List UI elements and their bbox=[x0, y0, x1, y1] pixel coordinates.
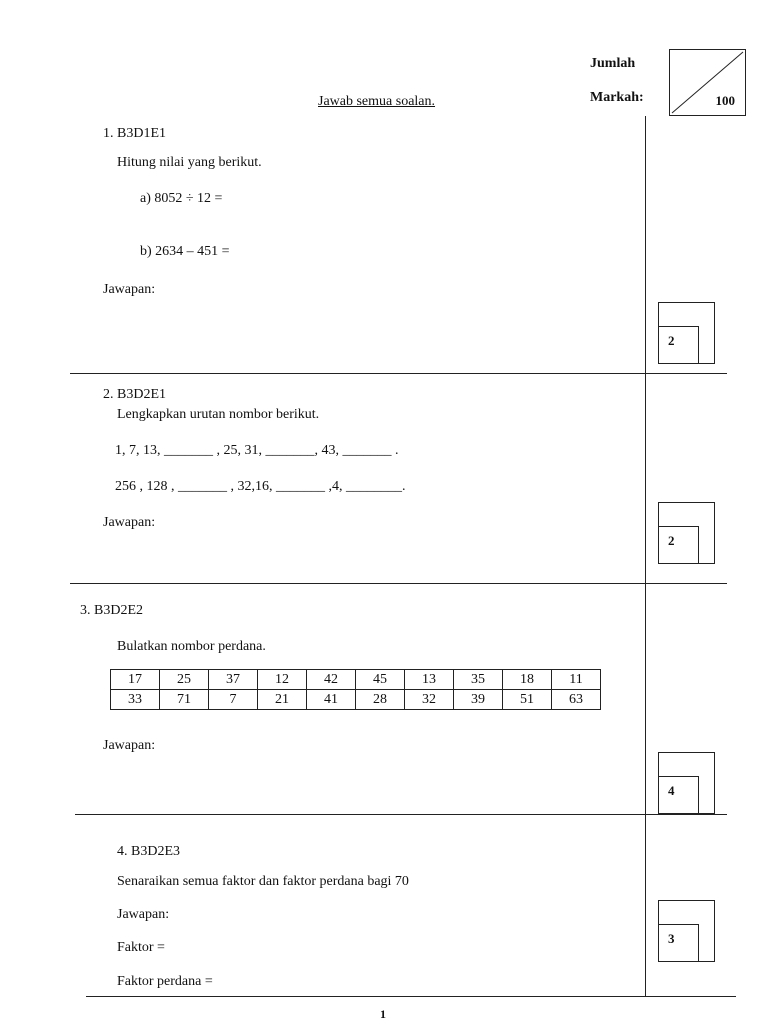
q4-answer-label: Jawapan: bbox=[117, 907, 170, 922]
q1-marks-box bbox=[658, 302, 715, 364]
table-cell[interactable]: 11 bbox=[552, 670, 601, 690]
q3-marks-box bbox=[658, 752, 715, 814]
table-cell[interactable]: 71 bbox=[160, 690, 209, 710]
q4-marks-box bbox=[658, 900, 715, 962]
q3-answer-label: Jawapan: bbox=[103, 738, 156, 753]
total-score-box bbox=[669, 49, 746, 116]
q4-prompt: Senaraikan semua faktor dan faktor perdana bagi 70 bbox=[117, 874, 409, 889]
table-cell[interactable]: 13 bbox=[405, 670, 454, 690]
table-row bbox=[111, 670, 601, 690]
table-cell[interactable]: 32 bbox=[405, 690, 454, 710]
q2-marks-box bbox=[658, 502, 715, 564]
q1-marks: 2 bbox=[668, 333, 675, 348]
table-cell[interactable]: 28 bbox=[356, 690, 405, 710]
q3-marks: 4 bbox=[668, 783, 675, 798]
q2-code: 2. B3D2E1 bbox=[103, 387, 166, 402]
q2-sequence-1: 1, 7, 13, _______ , 25, 31, _______, 43, _______ . bbox=[115, 443, 399, 458]
divider-2 bbox=[70, 583, 727, 584]
q3-code: 3. B3D2E2 bbox=[80, 603, 143, 618]
table-cell[interactable]: 25 bbox=[160, 670, 209, 690]
table-cell[interactable]: 37 bbox=[209, 670, 258, 690]
table-cell[interactable]: 35 bbox=[454, 670, 503, 690]
margin-line bbox=[645, 116, 646, 996]
q1-code: 1. B3D1E1 bbox=[103, 126, 166, 141]
q4-code: 4. B3D2E3 bbox=[117, 844, 180, 859]
q4-faktor-perdana: Faktor perdana = bbox=[117, 974, 213, 989]
table-cell[interactable]: 42 bbox=[307, 670, 356, 690]
table-cell[interactable]: 21 bbox=[258, 690, 307, 710]
markah-label: Markah: bbox=[590, 90, 644, 105]
q2-marks: 2 bbox=[668, 533, 675, 548]
page-number: 1 bbox=[380, 1007, 386, 1021]
divider-3 bbox=[75, 814, 727, 815]
q3-prompt: Bulatkan nombor perdana. bbox=[117, 639, 266, 654]
table-row bbox=[111, 690, 601, 710]
table-cell[interactable]: 45 bbox=[356, 670, 405, 690]
table-cell[interactable]: 17 bbox=[111, 670, 160, 690]
table-cell[interactable]: 63 bbox=[552, 690, 601, 710]
q2-sequence-2: 256 , 128 , _______ , 32,16, _______ ,4, ________. bbox=[115, 479, 406, 494]
q2-prompt: Lengkapkan urutan nombor berikut. bbox=[117, 407, 320, 422]
q1-answer-label: Jawapan: bbox=[103, 282, 156, 297]
q1-prompt: Hitung nilai yang berikut. bbox=[117, 155, 262, 170]
q4-faktor: Faktor = bbox=[117, 940, 165, 955]
q4-marks: 3 bbox=[668, 931, 675, 946]
prime-number-table bbox=[110, 669, 601, 710]
q1-part-a: a) 8052 ÷ 12 = bbox=[140, 191, 223, 206]
table-cell[interactable]: 12 bbox=[258, 670, 307, 690]
table-cell[interactable]: 7 bbox=[209, 690, 258, 710]
table-cell[interactable]: 51 bbox=[503, 690, 552, 710]
divider-4 bbox=[86, 996, 736, 997]
table-cell[interactable]: 33 bbox=[111, 690, 160, 710]
table-cell[interactable]: 39 bbox=[454, 690, 503, 710]
table-cell[interactable]: 41 bbox=[307, 690, 356, 710]
table-cell[interactable]: 18 bbox=[503, 670, 552, 690]
jumlah-label: Jumlah bbox=[590, 56, 636, 71]
q1-part-b: b) 2634 – 451 = bbox=[140, 244, 230, 259]
q2-answer-label: Jawapan: bbox=[103, 515, 156, 530]
total-score-value: 100 bbox=[715, 93, 735, 108]
divider-1 bbox=[70, 373, 727, 374]
instruction: Jawab semua soalan. bbox=[318, 94, 436, 109]
